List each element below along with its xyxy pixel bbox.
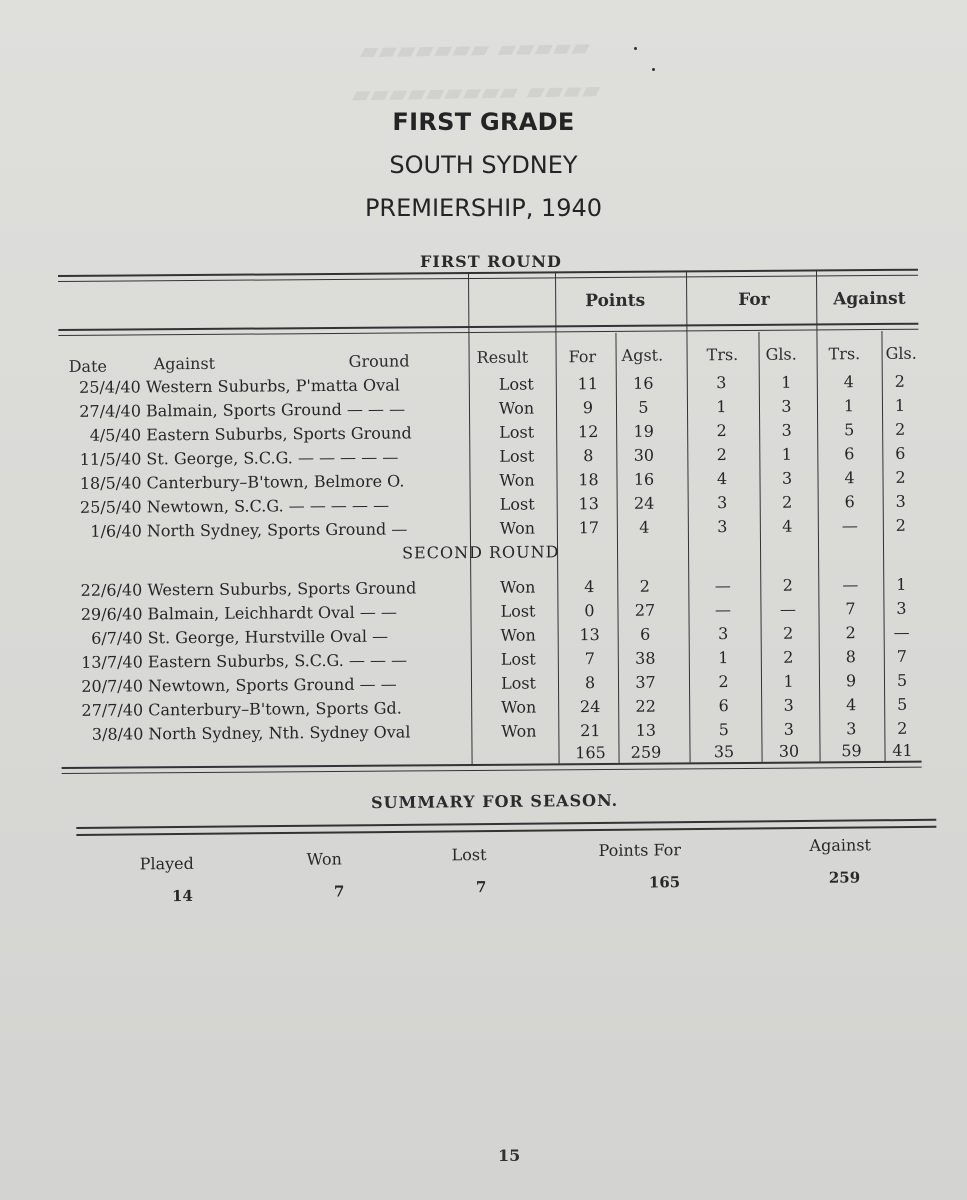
total-points-for: 165 (575, 742, 606, 763)
opponent-ground: St. George, Hurstville Oval — (147, 626, 389, 648)
for-tries-value: 3 (716, 373, 727, 393)
match-date: 20/7/40 (81, 676, 144, 696)
against-tries-column-header: Trs. (828, 344, 861, 364)
summary-won-value: 7 (333, 882, 345, 901)
points-for-value: 8 (583, 446, 594, 466)
season-summary (76, 788, 937, 906)
points-against-column-header: Agst. (621, 345, 664, 365)
total-against-tries: 59 (841, 741, 862, 761)
match-result: Won (501, 721, 537, 741)
for-goals-value: 2 (782, 623, 794, 643)
points-for-value: 21 (580, 721, 601, 741)
for-tries-value: 3 (717, 624, 729, 644)
for-tries-value: 5 (718, 720, 730, 740)
points-against-value: 5 (638, 397, 649, 417)
points-against-value: 38 (635, 648, 656, 668)
date-column-header: Date (68, 356, 108, 376)
against-goals-value: — (893, 622, 910, 642)
against-tries-value: 7 (845, 599, 856, 619)
against-goals-value: 2 (894, 419, 906, 439)
for-tries-value: 4 (716, 469, 728, 489)
points-against-value: 16 (633, 469, 655, 489)
match-result: Lost (500, 601, 536, 621)
points-for-value: 9 (582, 398, 594, 418)
for-tries-value: 3 (717, 517, 728, 537)
against-group-header: Against (833, 288, 906, 310)
points-for-column-header: For (568, 347, 597, 367)
grade-title: FIRST GRADE (392, 108, 575, 136)
points-against-value: 13 (635, 720, 657, 740)
match-date: 29/6/40 (80, 604, 143, 624)
match-result: Lost (499, 422, 535, 442)
against-tries-value: 4 (846, 695, 857, 715)
against-tries-value: 5 (843, 420, 855, 440)
for-goals-value: 4 (782, 516, 793, 536)
faint-reverse-print-ghost: ▰▰▰▰▰▰▰ ▰▰▰▰▰ (359, 32, 591, 66)
for-goals-value: 3 (781, 468, 793, 488)
against-tries-value: — (842, 575, 859, 595)
against-tries-value: 4 (843, 372, 854, 392)
summary-heading: SUMMARY FOR SEASON. (370, 790, 619, 813)
for-goals-value: 1 (783, 671, 794, 691)
for-tries-column-header: Trs. (706, 345, 739, 365)
match-result: Lost (498, 374, 534, 394)
for-tries-value: — (714, 576, 731, 596)
against-column-header: Against (153, 353, 216, 374)
opponent-ground: Canterbury–B'town, Sports Gd. (148, 698, 402, 720)
opponent-ground: Newtown, S.C.G. — — — — — (146, 495, 390, 517)
against-tries-value: 8 (845, 647, 856, 667)
for-goals-value: 3 (781, 420, 792, 440)
match-date: 13/7/40 (81, 652, 143, 672)
opponent-ground: Eastern Suburbs, S.C.G. — — — (147, 650, 408, 672)
for-goals-value: 1 (781, 372, 792, 392)
for-goals-column-header: Gls. (765, 344, 797, 364)
for-goals-value: — (779, 599, 797, 619)
against-goals-column-header: Gls. (885, 343, 917, 363)
for-tries-value: 1 (716, 397, 727, 417)
against-goals-value: 2 (895, 467, 906, 487)
match-date: 27/7/40 (81, 700, 144, 720)
match-result: Lost (499, 446, 535, 466)
team-title: SOUTH SYDNEY (389, 151, 578, 179)
points-against-value: 30 (633, 445, 655, 465)
points-against-value: 19 (633, 421, 654, 441)
faint-reverse-print-ghost: ▰▰▰▰▰▰▰▰▰ ▰▰▰▰ (351, 75, 601, 109)
against-goals-value: 2 (895, 515, 907, 535)
ground-column-header: Ground (348, 351, 410, 371)
against-tries-value: 4 (844, 468, 855, 488)
match-date: 27/4/40 (79, 401, 142, 421)
summary-played-value: 14 (171, 886, 193, 906)
against-goals-value: 3 (895, 491, 906, 511)
for-tries-value: 2 (718, 672, 729, 692)
against-tries-value: 9 (845, 671, 857, 691)
points-against-value: 37 (635, 672, 656, 692)
total-for-goals: 30 (778, 741, 800, 761)
points-for-value: 18 (578, 470, 599, 490)
against-tries-value: — (841, 516, 858, 536)
season-title: PREMIERSHIP, 1940 (364, 194, 603, 222)
opponent-ground: Western Suburbs, Sports Ground (147, 578, 417, 600)
for-goals-value: 3 (781, 396, 792, 416)
against-goals-value: 6 (895, 443, 906, 463)
summary-lost-value: 7 (475, 878, 487, 897)
for-tries-value: 2 (716, 445, 727, 465)
summary-won-label: Won (306, 849, 343, 869)
match-date: 22/6/40 (80, 580, 143, 600)
summary-against-value: 259 (828, 868, 861, 887)
for-tries-value: 3 (717, 493, 728, 513)
for-tries-value: 6 (718, 696, 729, 716)
points-for-value: 7 (584, 649, 595, 669)
match-result: Won (500, 697, 537, 717)
print-speck (634, 47, 637, 50)
points-against-value: 6 (639, 624, 651, 644)
totals-row (61, 739, 921, 769)
for-goals-value: 2 (782, 492, 793, 512)
match-date: 18/5/40 (79, 473, 142, 493)
match-result: Won (499, 518, 536, 538)
against-goals-value: 3 (896, 598, 907, 618)
points-against-value: 27 (634, 600, 656, 620)
points-for-value: 13 (579, 625, 600, 645)
against-goals-value: 7 (896, 646, 907, 666)
points-group-header: Points (585, 290, 646, 312)
against-tries-value: 1 (843, 396, 855, 416)
match-result: Won (500, 577, 536, 597)
opponent-ground: Canterbury–B'town, Belmore O. (146, 471, 405, 493)
match-result: Won (498, 398, 535, 418)
against-tries-value: 3 (846, 719, 857, 739)
summary-points-for-value: 165 (648, 873, 681, 892)
opponent-ground: Eastern Suburbs, Sports Ground (146, 423, 412, 445)
summary-against-label: Against (809, 835, 872, 855)
match-date: 25/5/40 (79, 497, 142, 517)
total-for-tries: 35 (713, 742, 735, 762)
page-number: 15 (498, 1146, 521, 1165)
for-goals-value: 2 (782, 575, 793, 595)
points-for-value: 4 (584, 577, 595, 597)
match-date: 25/4/40 (79, 377, 141, 397)
opponent-ground: Western Suburbs, P'matta Oval (145, 375, 400, 397)
for-goals-value: 1 (781, 444, 792, 464)
points-for-value: 13 (578, 494, 599, 514)
points-for-value: 12 (577, 422, 599, 442)
first-round-heading: FIRST ROUND (420, 252, 562, 271)
match-date: 1/6/40 (90, 521, 142, 541)
points-for-value: 24 (579, 697, 601, 717)
against-goals-value: 5 (896, 670, 908, 690)
match-date: 11/5/40 (79, 449, 142, 469)
against-goals-value: 5 (897, 694, 908, 714)
points-against-value: 4 (639, 517, 650, 537)
for-goals-value: 2 (783, 647, 794, 667)
opponent-ground: North Sydney, Sports Ground — (146, 519, 408, 541)
match-result: Won (500, 625, 536, 645)
match-result: Won (499, 470, 535, 490)
opponent-ground: St. George, S.C.G. — — — — — (146, 447, 399, 469)
points-against-value: 16 (633, 373, 654, 393)
against-tries-value: 6 (844, 492, 855, 512)
total-against-goals: 41 (892, 740, 913, 760)
points-for-value: 11 (577, 374, 599, 394)
opponent-ground: Balmain, Sports Ground — — — (145, 399, 406, 421)
points-against-value: 24 (633, 493, 655, 513)
points-for-value: 0 (584, 601, 595, 621)
for-group-header: For (738, 289, 770, 311)
summary-lost-label: Lost (451, 845, 487, 865)
for-tries-value: 1 (718, 648, 729, 668)
for-tries-value: — (714, 600, 732, 620)
against-goals-value: 2 (897, 718, 908, 738)
match-result: Lost (499, 494, 535, 514)
result-column-header: Result (476, 347, 529, 367)
opponent-ground: North Sydney, Nth. Sydney Oval (148, 722, 411, 744)
opponent-ground: Newtown, Sports Ground — — (147, 674, 397, 696)
for-goals-value: 3 (783, 695, 794, 715)
match-date: 6/7/40 (91, 628, 143, 648)
for-tries-value: 2 (716, 421, 727, 441)
total-points-against: 259 (630, 742, 662, 762)
points-against-value: 22 (635, 696, 656, 716)
summary-points-for-label: Points For (598, 840, 682, 860)
second-round-heading: SECOND ROUND (401, 542, 560, 563)
summary-played-label: Played (139, 853, 194, 874)
match-results-table (58, 269, 922, 795)
against-goals-value: 1 (896, 574, 907, 594)
against-tries-value: 2 (845, 623, 856, 643)
opponent-ground: Balmain, Leichhardt Oval — — (147, 602, 397, 624)
points-for-value: 8 (584, 673, 596, 693)
points-for-value: 17 (578, 518, 600, 538)
against-tries-value: 6 (844, 444, 855, 464)
match-result: Lost (500, 649, 536, 669)
table-row (60, 514, 920, 544)
against-goals-value: 2 (894, 371, 905, 391)
for-goals-value: 3 (783, 719, 795, 739)
match-date: 4/5/40 (89, 425, 142, 445)
match-date: 3/8/40 (91, 724, 144, 744)
print-speck (652, 68, 655, 71)
match-result: Lost (500, 673, 537, 693)
points-against-value: 2 (639, 576, 650, 596)
against-goals-value: 1 (894, 395, 906, 415)
